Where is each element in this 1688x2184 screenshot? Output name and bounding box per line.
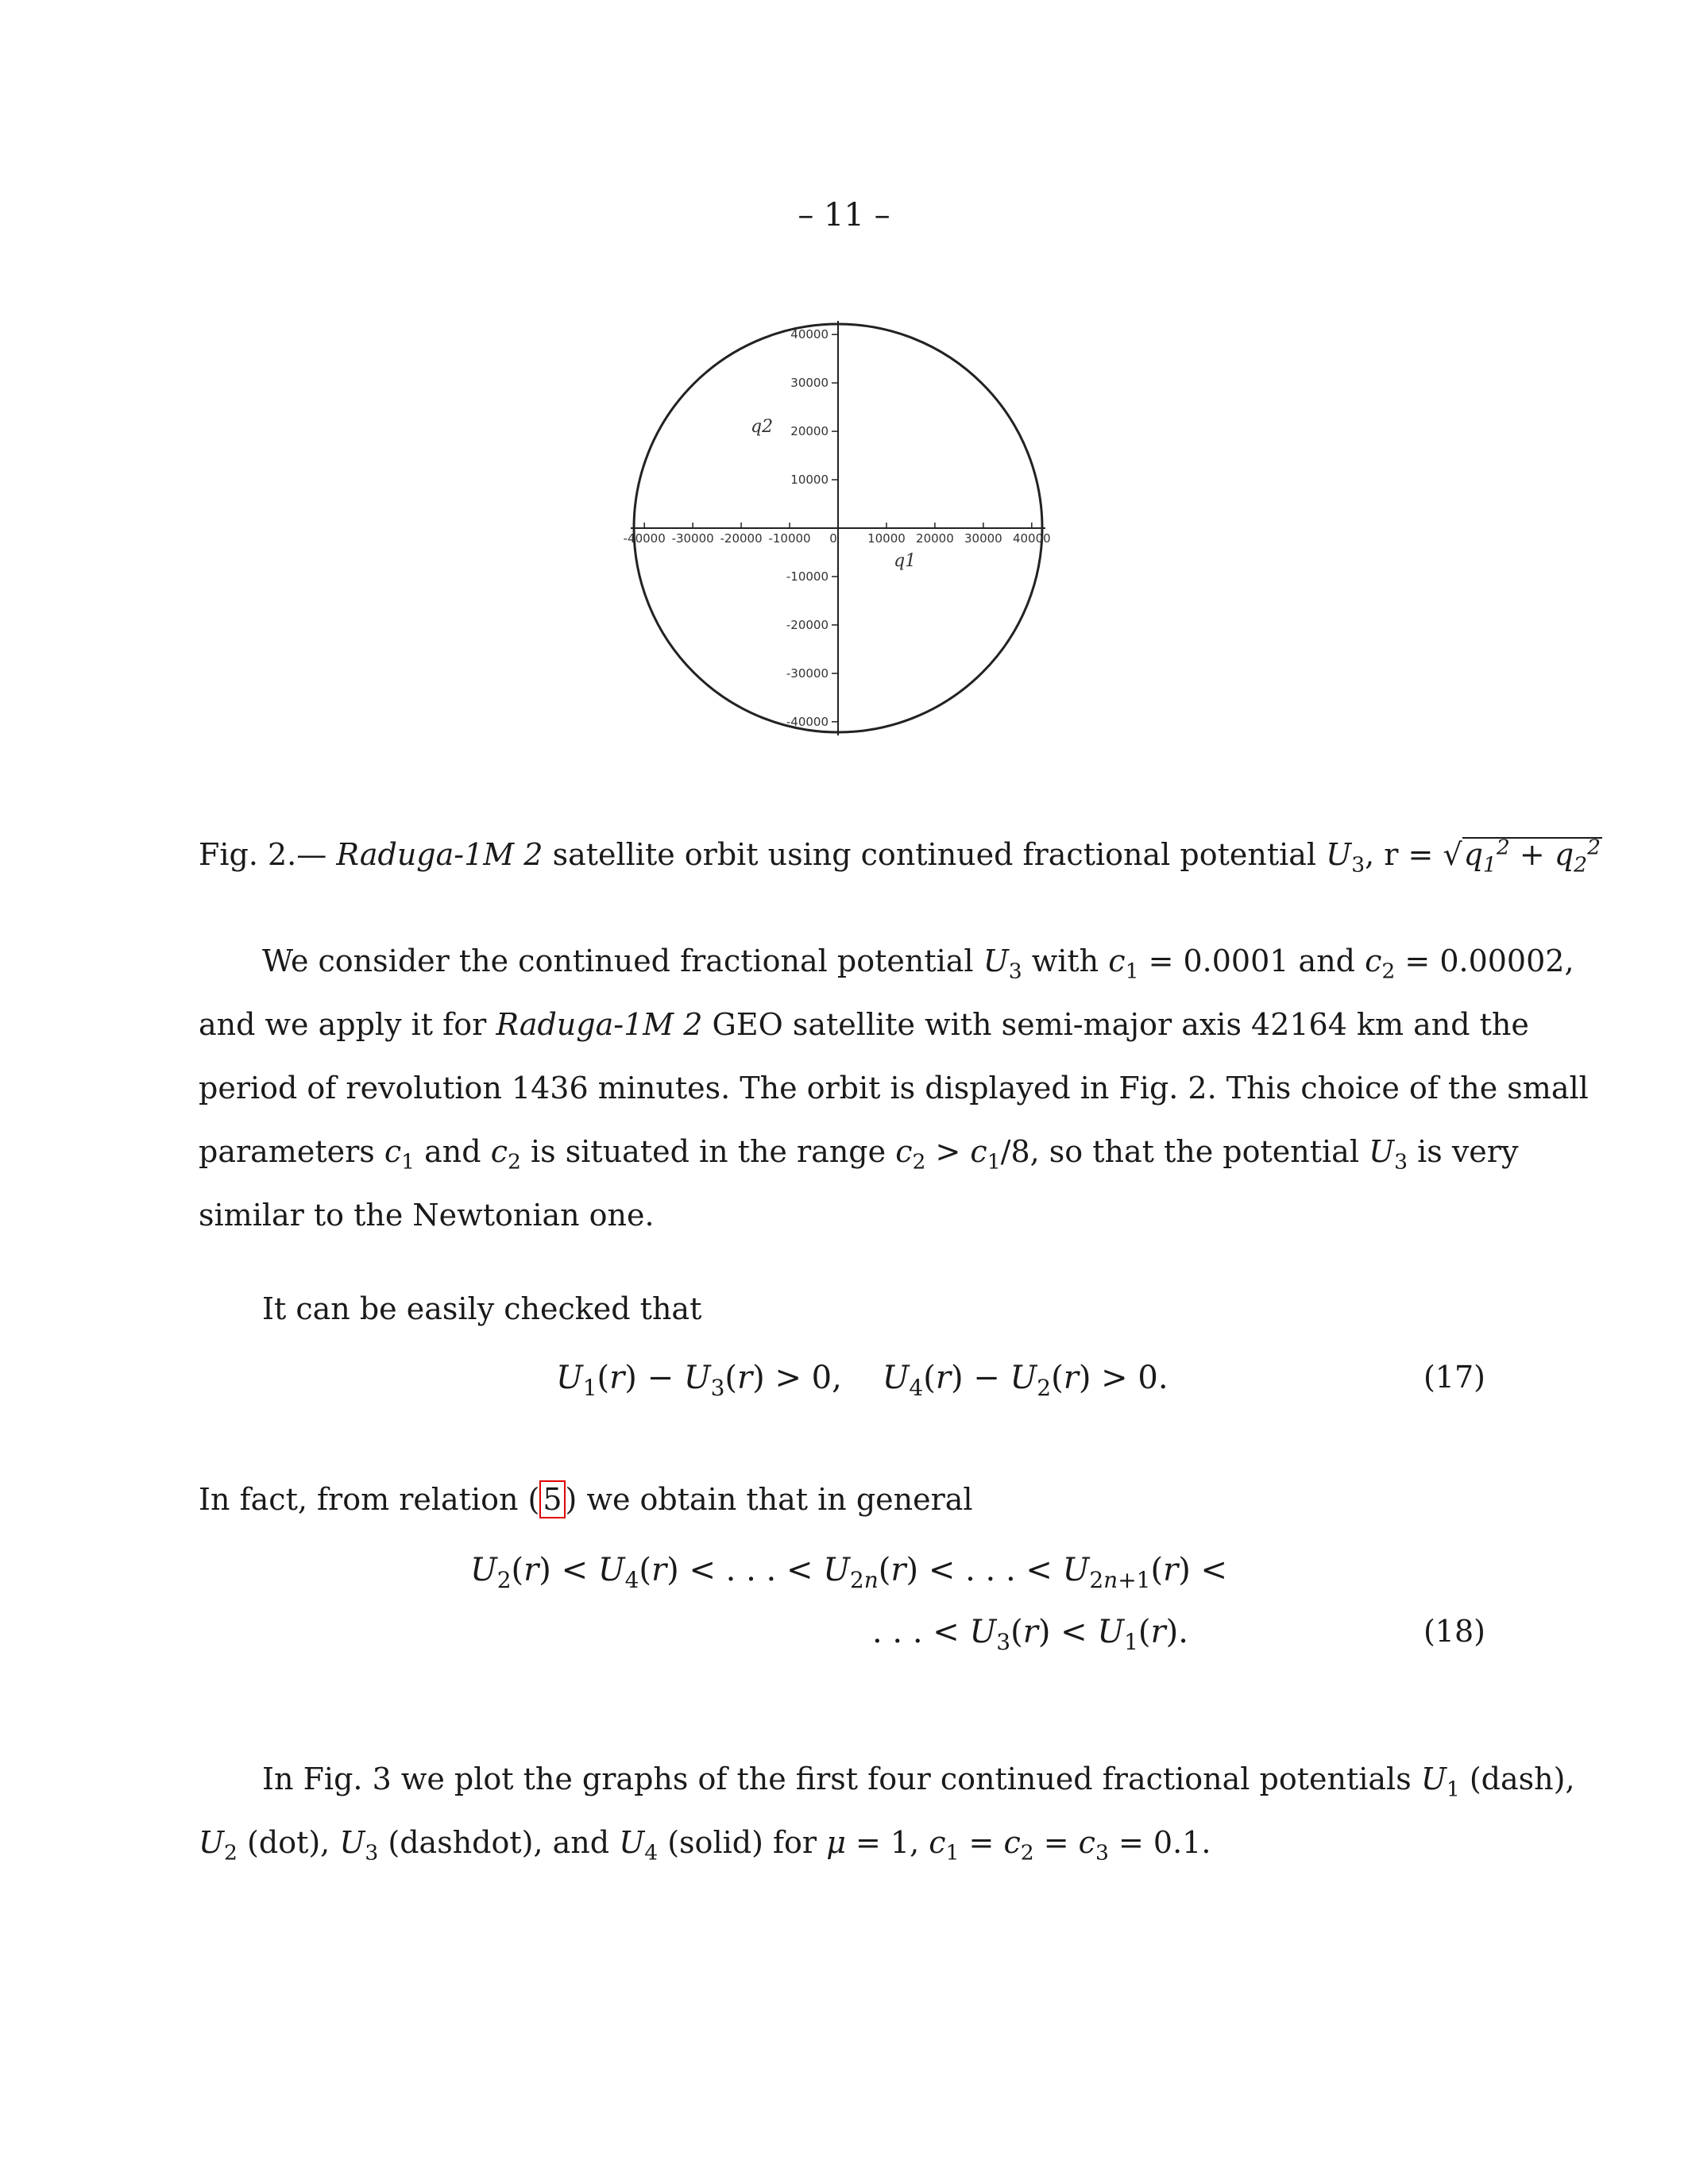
x-axis-label: q1 <box>894 551 917 571</box>
y-tick-label: 30000 <box>790 376 829 391</box>
figure-caption: Fig. 2.— Raduga-1M 2 satellite orbit using continued fractional potential $U_3$, $r = √q_1^2 + q_2^2$ <box>199 835 1601 878</box>
x-tick-label: -30000 <box>671 531 714 546</box>
orbit-chart <box>604 294 1072 762</box>
page-number: – 11 – <box>798 197 890 233</box>
x-tick-label: -10000 <box>768 531 811 546</box>
x-tick-label: 0 <box>829 531 837 546</box>
paragraph-3: In fact, from relation ( 5 ) we obtain that in general <box>199 1482 973 1517</box>
paragraph-4: In Fig. 3 we plot the graphs of the first four continued fractional potentials $U_1$ (dash), $U_2$ (dot), $U_3$ (dashdot), and $U_4$ (solid) for μ = 1, $c_1 = c_2 = c_3 = 0.1$. <box>199 1761 1575 1866</box>
equation-reference-link[interactable]: 5 <box>539 1480 565 1518</box>
y-axis-label: q2 <box>751 417 774 438</box>
caption-label: Fig. 2.— <box>199 837 327 872</box>
y-tick-label: 10000 <box>790 473 829 488</box>
sqrt-expression: $q_1^2 + q_2^2$ <box>1463 835 1601 878</box>
y-tick-label: -30000 <box>786 666 829 681</box>
x-tick-label: -20000 <box>720 531 763 546</box>
x-tick-label: -40000 <box>623 531 666 546</box>
y-tick-label: 40000 <box>790 327 829 342</box>
y-tick-label: -20000 <box>786 617 829 632</box>
x-tick-label: 40000 <box>1012 531 1051 546</box>
x-tick-label: 10000 <box>867 531 906 546</box>
equation-18-number: (18) <box>1423 1614 1485 1649</box>
y-tick-label: -40000 <box>786 714 829 729</box>
x-tick-label: 20000 <box>916 531 954 546</box>
equation-18-line-1: $U_2(r) < U_4(r)$ < . . . < $U_{2n}(r)$ < . . . < $U_{2n+1}(r)$ < <box>470 1552 1228 1593</box>
equation-17: $U_1(r) - U_3(r) > 0$, $U_4(r) - U_2(r) > 0$. <box>556 1360 1168 1401</box>
equation-17-number: (17) <box>1423 1360 1485 1395</box>
x-tick-label: 30000 <box>964 531 1002 546</box>
paragraph-2: It can be easily checked that <box>262 1291 702 1326</box>
equation-18-line-2: . . . < $U_3(r) < U_1(r)$. <box>872 1614 1188 1655</box>
caption-text: satellite orbit using continued fractional potential <box>552 837 1317 872</box>
caption-satellite: Raduga-1M 2 <box>336 837 543 872</box>
paragraph-1: We consider the continued fractional potential $U_3$ with $c_1 = 0.0001$ and $c_2 = 0.00002$, and we apply it for Raduga-1M 2 GEO satellite with semi-major axis 42164 km and the period of revolution 1436 minutes. The orbit is displayed in Fig. 2. This choice of the small parameters $c_1$ and $c_2$ is situated in the range $c_2 > c_1/8$, so that the potential $U_3$ is very similar to the Newtonian one. <box>199 943 1589 1233</box>
y-tick-label: -10000 <box>786 569 829 584</box>
y-tick-label: 20000 <box>790 424 829 439</box>
